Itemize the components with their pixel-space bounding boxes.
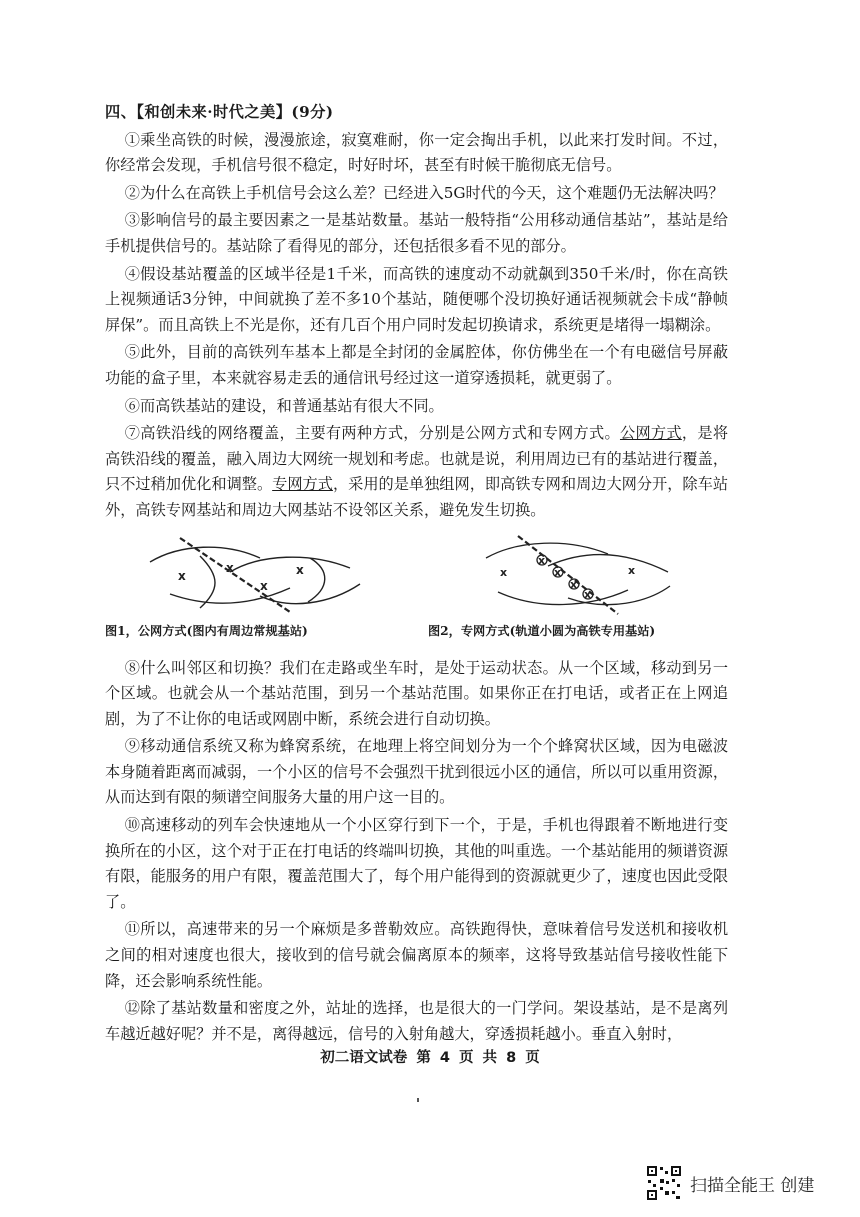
qr-code-icon [646, 1165, 682, 1201]
private-network-term: 专网方式 [272, 475, 333, 494]
figure-1 [105, 532, 405, 640]
paragraph-3: ③影响信号的最主要因素之一是基站数量。基站一般特指“公用移动通信基站”，基站是给手机提供信号的。基站除了看得见的部分，还包括很多看不见的部分。 [105, 211, 728, 255]
article-content [105, 100, 728, 1049]
figure-1-caption: 图1，公网方式(图内有周边常规基站) [105, 623, 308, 638]
base-station-marker: x [260, 578, 268, 593]
paragraph-5: ⑤此外，目前的高铁列车基本上都是全封闭的金属腔体，你仿佛坐在一个有电磁信号屏蔽功能的盒子里，本来就容易走丢的通信讯号经过这一道穿透损耗，就更弱了。 [105, 343, 728, 387]
paragraph-7-intro: ⑦高铁沿线的网络覆盖，主要有两种方式，分别是公网方式和专网方式。 [124, 424, 620, 443]
paragraph-8: ⑧什么叫邻区和切换？我们在走路或坐车时，是处于运动状态。从一个区域，移动到另一个区域。也就会从一个基站范围，到另一个基站范围。如果你正在打电话，或者正在上网追剧，为了不让你的电话或网剧中断，系统会进行自动切换。 [105, 658, 728, 728]
paragraph-7 [105, 421, 728, 523]
scan-speck [417, 1098, 419, 1102]
section-title: 四、【和创未来·时代之美】(9分) [105, 103, 334, 121]
base-station-marker: x [538, 553, 546, 567]
public-network-diagram [140, 532, 370, 618]
figures-row [105, 532, 728, 650]
paragraph-12: ⑫除了基站数量和密度之外，站址的选择，也是很大的一门学问。架设基站，是不是离列车越近越好呢？并不是，离得越远，信号的入射角越大，穿透损耗越小。垂直入射时， [105, 999, 728, 1043]
private-network-diagram [478, 532, 678, 618]
public-network-term: 公网方式 [619, 424, 682, 443]
watermark-text: 扫描全能王 创建 [690, 1175, 815, 1196]
base-station-marker: x [554, 565, 562, 579]
figure-2 [428, 532, 728, 640]
base-station-marker: x [226, 560, 234, 575]
base-station-marker: x [584, 587, 592, 601]
page-footer: 初二语文试卷 第 4 页 共 8 页 [320, 1050, 540, 1066]
base-station-marker: x [296, 562, 304, 577]
paragraph-1: ①乘坐高铁的时候，漫漫旅途，寂寞难耐，你一定会掏出手机，以此来打发时间。不过，你经常会发现，手机信号很不稳定，时好时坏，甚至有时候干脆彻底无信号。 [105, 130, 728, 175]
paragraph-6: ⑥而高铁基站的建设，和普通基站有很大不同。 [124, 396, 444, 415]
paragraph-9: ⑨移动通信系统又称为蜂窝系统，在地理上将空间划分为一个个蜂窝状区域，因为电磁波本身随着距离而减弱，一个小区的信号不会强烈干扰到很远小区的通信，所以可以重用资源，从而达到有限的频谱空间服务大量的用户这一目的。 [105, 737, 728, 807]
base-station-marker: x [500, 565, 508, 579]
paragraph-7-end: ，采用的是单独组网，即高铁专网和周边大网分开，除车站外，高铁专网基站和周边大网基站不设邻区关系，避免发生切换。 [105, 475, 729, 519]
base-station-marker: x [570, 577, 578, 591]
paragraph-7-middle: ，是将高铁沿线的覆盖，融入周边大网统一规划和考虑。也就是说，利用周边已有的基站进行覆盖，只不过稍加优化和调整。 [105, 424, 729, 494]
paragraph-11: ⑪所以，高速带来的另一个麻烦是多普勒效应。高铁跑得快，意味着信号发送机和接收机之间的相对速度也很大，接收到的信号就会偏离原本的频率，这将导致基站信号接收性能下降，还会影响系统性能。 [105, 920, 728, 990]
paragraph-10: ⑩高速移动的列车会快速地从一个小区穿行到下一个，于是，手机也得跟着不断地进行变换所在的小区，这个对于正在打电话的终端叫切换，其他的叫重选。一个基站能用的频谱资源有限，能服务的用户有限，覆盖范围大了，每个用户能得到的资源就更少了，速度也因此受限了。 [105, 816, 728, 911]
paragraph-2: ②为什么在高铁上手机信号会这么差？已经进入5G时代的今天，这个难题仍无法解决吗？ [124, 183, 724, 202]
base-station-marker: x [628, 563, 636, 577]
paragraph-4: ④假设基站覆盖的区域半径是1千米，而高铁的速度动不动就飙到350千米/时，你在高铁上视频通话3分钟，中间就换了差不多10个基站，随便哪个没切换好通话视频就会卡成“静帧屏保”。而且高铁上不光是你，还有几百个用户同时发起切换请求，系统更是堵得一塌糊涂。 [105, 264, 728, 334]
scanner-watermark [646, 1163, 814, 1203]
base-station-marker: x [178, 568, 186, 583]
figure-2-caption: 图2，专网方式(轨道小圆为高铁专用基站) [428, 623, 656, 638]
